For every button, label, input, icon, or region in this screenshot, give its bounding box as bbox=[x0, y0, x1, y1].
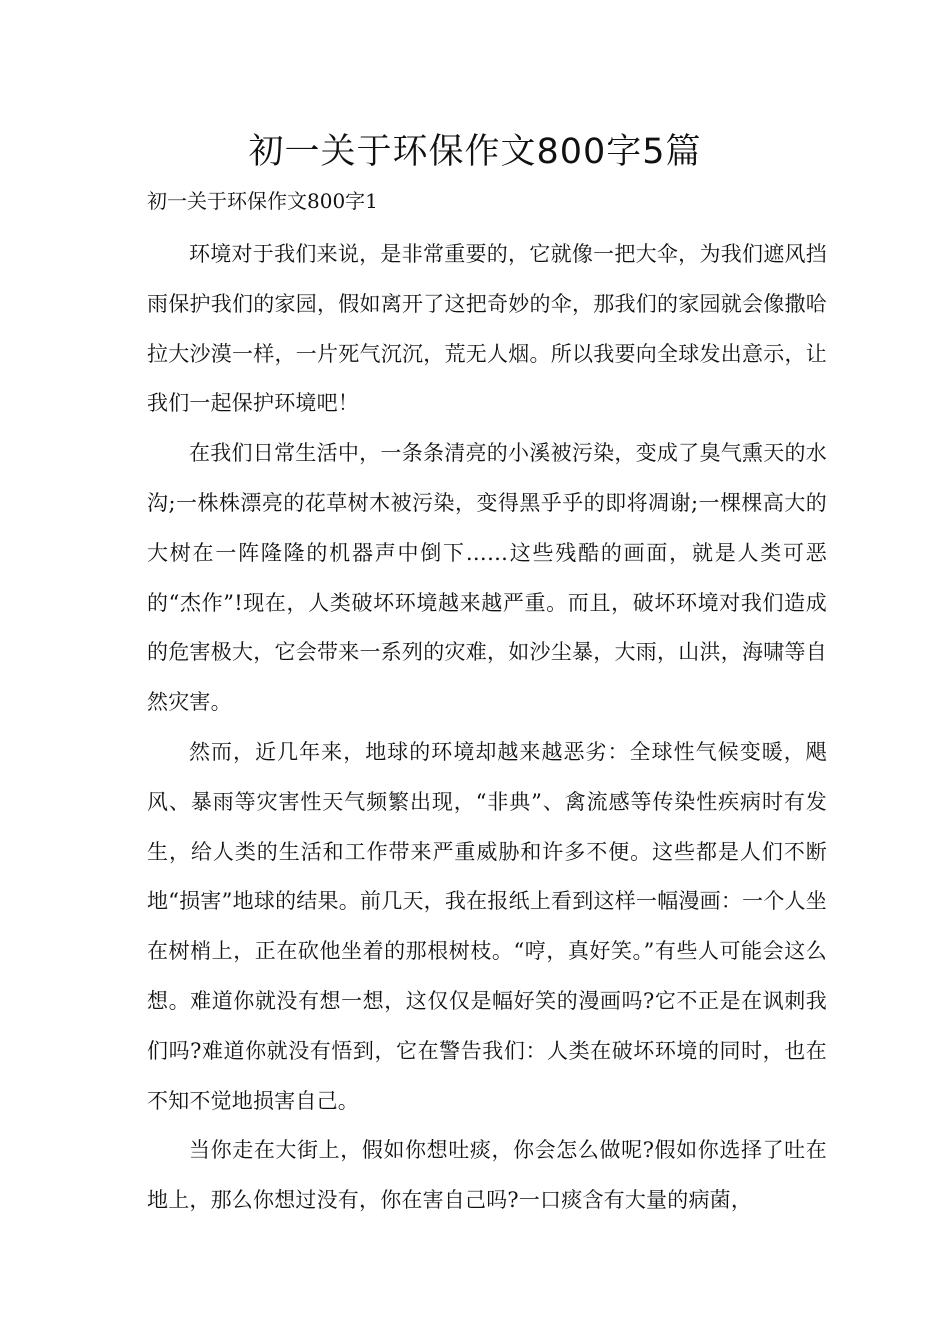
document-body bbox=[147, 230, 827, 1226]
paragraph-2: 在我们日常生活中，一条条清亮的小溪被污染，变成了臭气熏天的水沟;一株株漂亮的花草树木被污染，变得黑乎乎的即将凋谢;一棵棵高大的大树在一阵隆隆的机器声中倒下……这些残酷的画面，就是人类可恶的“杰作”!现在，人类破坏环境越来越严重。而且，破坏环境对我们造成的危害极大，它会带来一系列的灾难，如沙尘暴，大雨，山洪，海啸等自然灾害。 bbox=[147, 441, 827, 715]
paragraph-3: 然而，近几年来，地球的环境却越来越恶劣：全球性气候变暖，飓风、暴雨等灾害性天气频繁出现，“非典”、禽流感等传染性疾病时有发生，给人类的生活和工作带来严重威胁和许多不便。这些都是人们不断地“损害”地球的结果。前几天，我在报纸上看到这样一幅漫画：一个人坐在树梢上，正在砍他坐着的那根树枝。“哼，真好笑。”有些人可能会这么想。难道你就没有想一想，这仅仅是幅好笑的漫画吗?它不正是在讽刺我们吗?难道你就没有悟到，它在警告我们：人类在破坏环境的同时，也在不知不觉地损害自己。 bbox=[147, 739, 827, 1113]
paragraph-4: 当你走在大街上，假如你想吐痰，你会怎么做呢?假如你选择了吐在地上，那么你想过没有，你在害自己吗?一口痰含有大量的病菌， bbox=[147, 1138, 827, 1213]
document-title: 初一关于环保作文800字5篇 bbox=[248, 132, 702, 172]
paragraph-1: 环境对于我们来说，是非常重要的，它就像一把大伞，为我们遮风挡雨保护我们的家园，假如离开了这把奇妙的伞，那我们的家园就会像撒哈拉大沙漠一样，一片死气沉沉，荒无人烟。所以我要向全球发出意示，让我们一起保护环境吧！ bbox=[147, 242, 827, 416]
section-heading: 初一关于环保作文800字1 bbox=[147, 189, 378, 213]
